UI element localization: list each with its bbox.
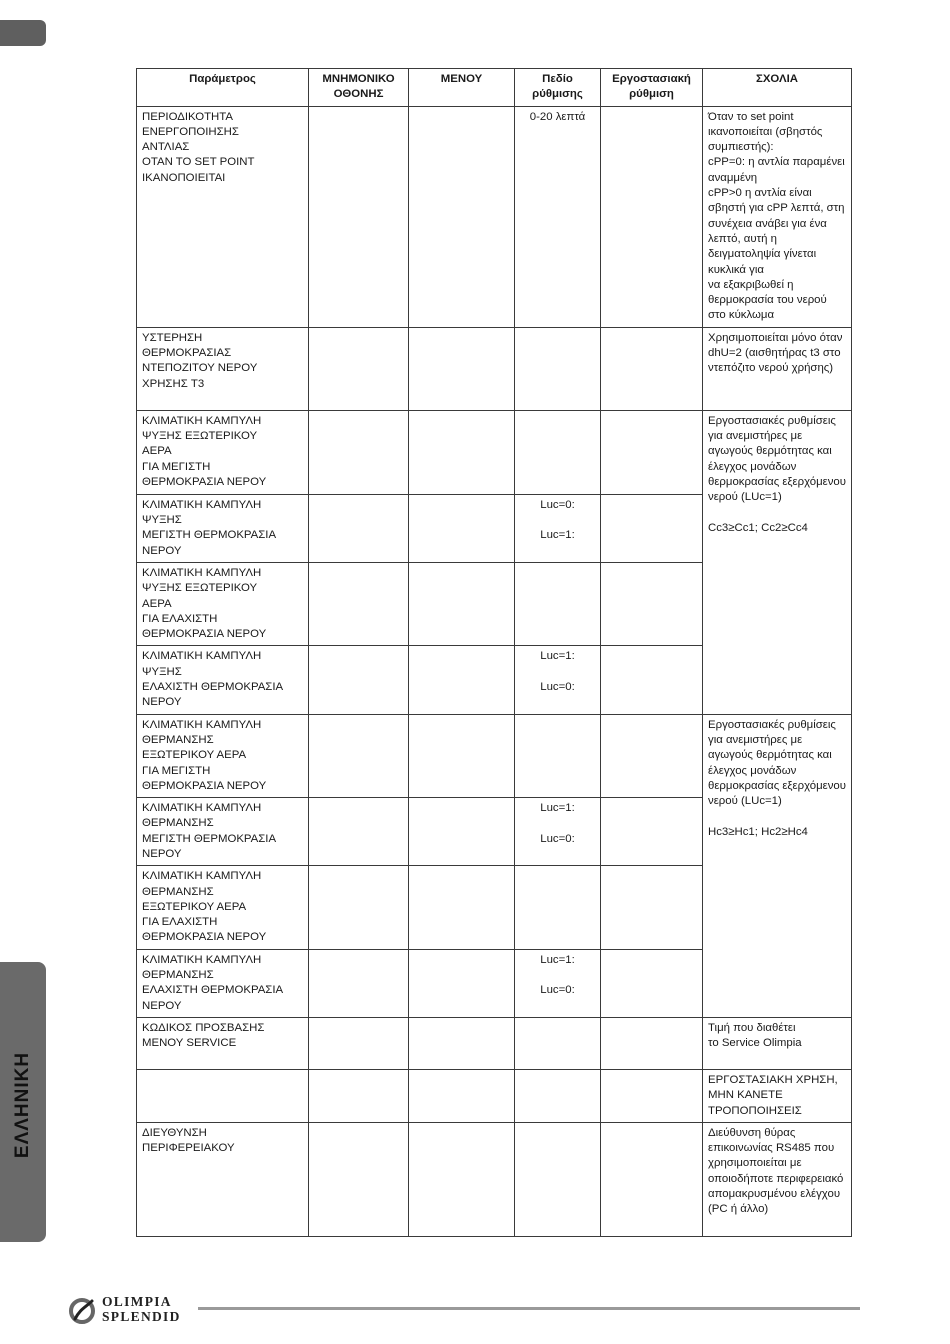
menu-cell	[409, 1122, 515, 1236]
menu-cell	[409, 562, 515, 645]
factory-cell	[601, 866, 703, 949]
comment-cell: Όταν το set point ικανοποιείται (σβηστός συμπιεστής): cPP=0: η αντλία παραμένει αναμμένη cPP>0 η αντλία είναι σβηστή για cPP λεπτά, στη συνέχεια ανάβει για ένα λεπτό, αυτή η δειγματοληψία γίνεται κυκλικά για να εξακριβωθεί η θερμοκρασία του νερού στο κύκλωμα	[703, 106, 852, 327]
factory-cell	[601, 714, 703, 797]
table-row	[137, 106, 852, 327]
header-parameter: Παράμετρος	[137, 69, 309, 107]
param-cell: ΚΩΔΙΚΟΣ ΠΡΟΣΒΑΣΗΣ ΜΕΝΟΥ SERVICE	[137, 1017, 309, 1069]
range-cell	[515, 1069, 601, 1122]
mnemonic-cell	[309, 798, 409, 866]
comment-cell: Εργοστασιακές ρυθμίσεις για ανεμιστήρες με αγωγούς θερμότητας και έλεγχος μονάδων θερμοκρασίας εξερχόμενου νερού (LUc=1) Hc3≥Hc1; Hc2≥Hc4	[703, 714, 852, 1017]
param-cell: ΔΙΕΥΘΥΝΣΗ ΠΕΡΙΦΕΡΕΙΑΚΟΥ	[137, 1122, 309, 1236]
factory-cell	[601, 410, 703, 494]
param-cell: ΚΛΙΜΑΤΙΚΗ ΚΑΜΠΥΛΗ ΨΥΞΗΣ ΕΞΩΤΕΡΙΚΟΥ ΑΕΡΑ ΓΙΑ ΜΕΓΙΣΤΗ ΘΕΡΜΟΚΡΑΣΙΑ ΝΕΡΟΥ	[137, 410, 309, 494]
factory-cell	[601, 1017, 703, 1069]
mnemonic-cell	[309, 866, 409, 949]
range-cell	[515, 1017, 601, 1069]
param-cell: ΚΛΙΜΑΤΙΚΗ ΚΑΜΠΥΛΗ ΨΥΞΗΣ ΕΛΑΧΙΣΤΗ ΘΕΡΜΟΚΡΑΣΙΑ ΝΕΡΟΥ	[137, 646, 309, 714]
table-row	[137, 1069, 852, 1122]
mnemonic-cell	[309, 949, 409, 1017]
factory-cell	[601, 646, 703, 714]
mnemonic-cell	[309, 1017, 409, 1069]
footer-divider	[198, 1307, 860, 1310]
logo-text-splendid: SPLENDID	[102, 1309, 181, 1324]
mnemonic-cell	[309, 562, 409, 645]
param-cell	[137, 1069, 309, 1122]
comment-cell: Χρησιμοποιείται μόνο όταν dhU=2 (αισθητήρας t3 στο ντεπόζιτο νερού χρήσης)	[703, 327, 852, 410]
table-row	[137, 714, 852, 797]
factory-cell	[601, 106, 703, 327]
factory-cell	[601, 494, 703, 562]
table-header-row	[137, 69, 852, 107]
mnemonic-cell	[309, 646, 409, 714]
menu-cell	[409, 866, 515, 949]
mnemonic-cell	[309, 106, 409, 327]
table-row	[137, 1017, 852, 1069]
param-cell: ΚΛΙΜΑΤΙΚΗ ΚΑΜΠΥΛΗ ΘΕΡΜΑΝΣΗΣ ΜΕΓΙΣΤΗ ΘΕΡΜΟΚΡΑΣΙΑ ΝΕΡΟΥ	[137, 798, 309, 866]
table-row	[137, 410, 852, 494]
range-cell	[515, 866, 601, 949]
factory-cell	[601, 327, 703, 410]
top-page-tab	[0, 20, 46, 46]
range-cell	[515, 327, 601, 410]
comment-cell: Εργοστασιακές ρυθμίσεις για ανεμιστήρες με αγωγούς θερμότητας και έλεγχος μονάδων θερμοκρασίας εξερχόμενου νερού (LUc=1) Cc3≥Cc1; Cc2≥Cc4	[703, 410, 852, 714]
factory-cell	[601, 1122, 703, 1236]
param-cell: ΚΛΙΜΑΤΙΚΗ ΚΑΜΠΥΛΗ ΘΕΡΜΑΝΣΗΣ ΕΞΩΤΕΡΙΚΟΥ ΑΕΡΑ ΓΙΑ ΜΕΓΙΣΤΗ ΘΕΡΜΟΚΡΑΣΙΑ ΝΕΡΟΥ	[137, 714, 309, 797]
range-cell: 0-20 λεπτά	[515, 106, 601, 327]
parameters-table	[136, 68, 852, 1237]
header-display-mnemonic: ΜΝΗΜΟΝΙΚΟ ΟΘΟΝΗΣ	[309, 69, 409, 107]
range-cell	[515, 1122, 601, 1236]
range-cell: Luc=1: Luc=0:	[515, 949, 601, 1017]
param-cell: ΠΕΡΙΟΔΙΚΟΤΗΤΑ ΕΝΕΡΓΟΠΟΙΗΣΗΣ ΑΝΤΛΙΑΣ ΟΤΑΝ ΤΟ SET POINT ΙΚΑΝΟΠΟΙΕΙΤΑΙ	[137, 106, 309, 327]
comment-cell: Διεύθυνση θύρας επικοινωνίας RS485 που χρησιμοποιείται με οποιοδήποτε περιφερειακό απομακρυσμένου ελέγχου (PC ή άλλο)	[703, 1122, 852, 1236]
range-cell	[515, 562, 601, 645]
header-setting-range: Πεδίο ρύθμισης	[515, 69, 601, 107]
menu-cell	[409, 1017, 515, 1069]
mnemonic-cell	[309, 494, 409, 562]
logo-swirl-icon	[66, 1295, 98, 1327]
param-cell: ΚΛΙΜΑΤΙΚΗ ΚΑΜΠΥΛΗ ΨΥΞΗΣ ΕΞΩΤΕΡΙΚΟΥ ΑΕΡΑ ΓΙΑ ΕΛΑΧΙΣΤΗ ΘΕΡΜΟΚΡΑΣΙΑ ΝΕΡΟΥ	[137, 562, 309, 645]
menu-cell	[409, 646, 515, 714]
comment-cell: ΕΡΓΟΣΤΑΣΙΑΚΗ ΧΡΗΣΗ, ΜΗΝ ΚΑΝΕΤΕ ΤΡΟΠΟΠΟΙΗΣΕΙΣ	[703, 1069, 852, 1122]
param-cell: ΚΛΙΜΑΤΙΚΗ ΚΑΜΠΥΛΗ ΘΕΡΜΑΝΣΗΣ ΕΞΩΤΕΡΙΚΟΥ ΑΕΡΑ ΓΙΑ ΕΛΑΧΙΣΤΗ ΘΕΡΜΟΚΡΑΣΙΑ ΝΕΡΟΥ	[137, 866, 309, 949]
header-menu: ΜΕΝΟΥ	[409, 69, 515, 107]
param-cell: ΥΣΤΕΡΗΣΗ ΘΕΡΜΟΚΡΑΣΙΑΣ ΝΤΕΠΟΖΙΤΟΥ ΝΕΡΟΥ ΧΡΗΣΗΣ T3	[137, 327, 309, 410]
menu-cell	[409, 494, 515, 562]
header-comments: ΣΧΟΛΙΑ	[703, 69, 852, 107]
factory-cell	[601, 1069, 703, 1122]
mnemonic-cell	[309, 1122, 409, 1236]
menu-cell	[409, 1069, 515, 1122]
range-cell	[515, 410, 601, 494]
olimpia-splendid-logo	[66, 1293, 196, 1329]
menu-cell	[409, 410, 515, 494]
param-cell: ΚΛΙΜΑΤΙΚΗ ΚΑΜΠΥΛΗ ΨΥΞΗΣ ΜΕΓΙΣΤΗ ΘΕΡΜΟΚΡΑΣΙΑ ΝΕΡΟΥ	[137, 494, 309, 562]
range-cell: Luc=0: Luc=1:	[515, 494, 601, 562]
factory-cell	[601, 949, 703, 1017]
menu-cell	[409, 714, 515, 797]
menu-cell	[409, 106, 515, 327]
mnemonic-cell	[309, 327, 409, 410]
table-row	[137, 327, 852, 410]
factory-cell	[601, 798, 703, 866]
menu-cell	[409, 798, 515, 866]
comment-cell: Τιμή που διαθέτει το Service Olimpia	[703, 1017, 852, 1069]
menu-cell	[409, 327, 515, 410]
mnemonic-cell	[309, 1069, 409, 1122]
factory-cell	[601, 562, 703, 645]
mnemonic-cell	[309, 714, 409, 797]
range-cell	[515, 714, 601, 797]
menu-cell	[409, 949, 515, 1017]
mnemonic-cell	[309, 410, 409, 494]
param-cell: ΚΛΙΜΑΤΙΚΗ ΚΑΜΠΥΛΗ ΘΕΡΜΑΝΣΗΣ ΕΛΑΧΙΣΤΗ ΘΕΡΜΟΚΡΑΣΙΑ ΝΕΡΟΥ	[137, 949, 309, 1017]
table-row	[137, 1122, 852, 1236]
range-cell: Luc=1: Luc=0:	[515, 646, 601, 714]
range-cell: Luc=1: Luc=0:	[515, 798, 601, 866]
language-side-label: ΕΛΛΗΝΙΚΗ	[12, 1051, 33, 1159]
header-factory-setting: Εργοστασιακή ρύθμιση	[601, 69, 703, 107]
logo-text-olimpia: OLIMPIA	[102, 1294, 172, 1309]
